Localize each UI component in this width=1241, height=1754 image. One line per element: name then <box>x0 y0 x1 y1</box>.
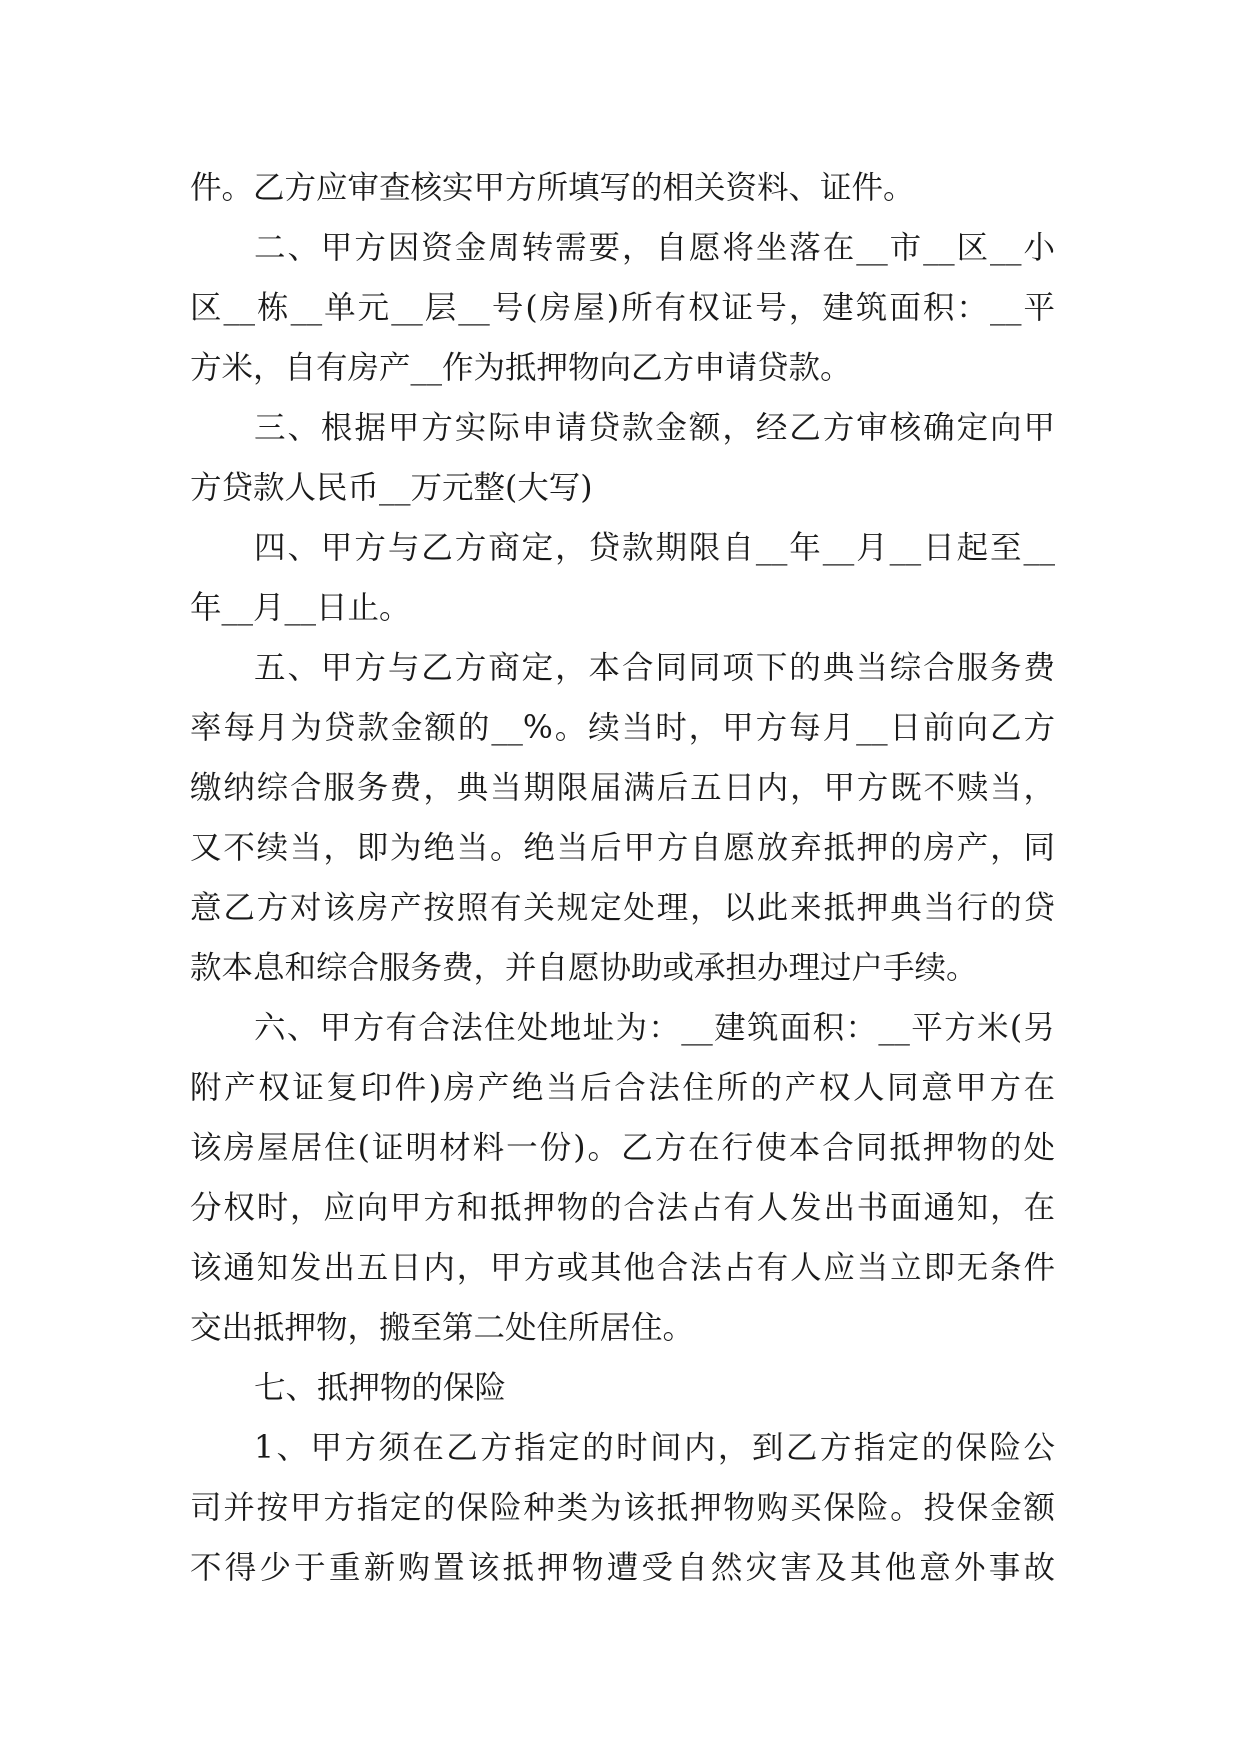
text-line: 款本息和综合服务费，并自愿协助或承担办理过户手续。 <box>190 950 978 986</box>
text-line: 缴纳综合服务费，典当期限届满后五日内，甲方既不赎当， <box>190 770 1055 806</box>
section-heading: 七、抵押物的保险 <box>254 1370 507 1406</box>
text-line: 分权时，应向甲方和抵押物的合法占有人发出书面通知，在 <box>190 1190 1055 1226</box>
text-line: 六、甲方有合法住处地址为：__建筑面积：__平方米(另 <box>254 1010 1055 1046</box>
text-line: 交出抵押物，搬至第二处住所居住。 <box>190 1310 695 1346</box>
document-body <box>190 158 1055 1598</box>
text-line: 区__栋__单元__层__号(房屋)所有权证号，建筑面积：__平 <box>190 290 1055 326</box>
text-line: 五、甲方与乙方商定，本合同同项下的典当综合服务费 <box>254 650 1055 686</box>
text-line: 该通知发出五日内，甲方或其他合法占有人应当立即无条件 <box>190 1250 1055 1286</box>
text-line: 率每月为贷款金额的__%。续当时，甲方每月__日前向乙方 <box>190 710 1055 746</box>
text-line: 意乙方对该房产按照有关规定处理，以此来抵押典当行的贷 <box>190 890 1055 926</box>
text-line: 附产权证复印件)房产绝当后合法住所的产权人同意甲方在 <box>190 1070 1055 1106</box>
text-line: 件。乙方应审查核实甲方所填写的相关资料、证件。 <box>190 170 915 206</box>
text-line: 三、根据甲方实际申请贷款金额，经乙方审核确定向甲 <box>254 410 1055 446</box>
text-line: 方贷款人民币__万元整(大写) <box>190 470 593 506</box>
text-line: 司并按甲方指定的保险种类为该抵押物购买保险。投保金额 <box>190 1490 1055 1526</box>
text-line: 二、甲方因资金周转需要，自愿将坐落在__市__区__小 <box>254 230 1055 266</box>
text-line: 不得少于重新购置该抵押物遭受自然灾害及其他意外事故 <box>190 1550 1055 1586</box>
text-line: 该房屋居住(证明材料一份)。乙方在行使本合同抵押物的处 <box>190 1130 1055 1166</box>
text-line: 年__月__日止。 <box>190 590 411 626</box>
text-line: 又不续当，即为绝当。绝当后甲方自愿放弃抵押的房产，同 <box>190 830 1055 866</box>
text-line: 1、甲方须在乙方指定的时间内，到乙方指定的保险公 <box>254 1430 1055 1466</box>
text-line: 方米，自有房产__作为抵押物向乙方申请贷款。 <box>190 350 852 386</box>
text-line: 四、甲方与乙方商定，贷款期限自__年__月__日起至__ <box>254 530 1055 566</box>
